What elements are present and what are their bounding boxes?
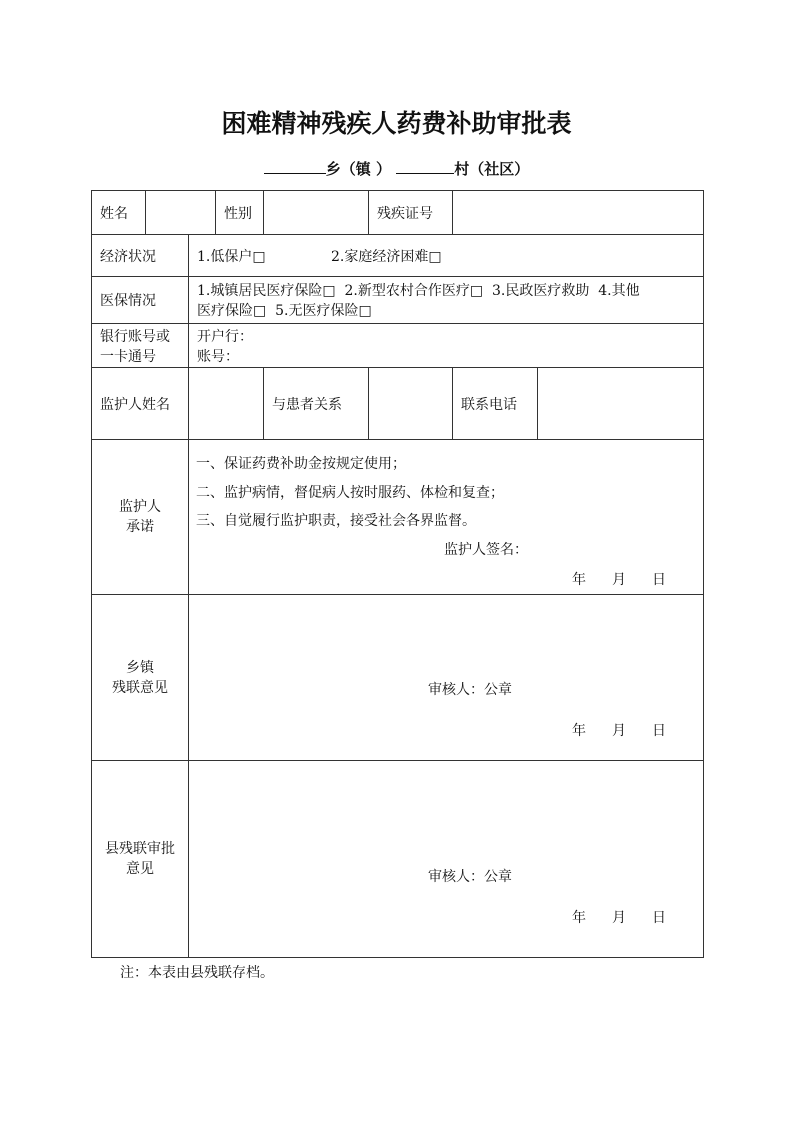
phone-field[interactable] <box>537 367 704 440</box>
footnote: 注：本表由县残联存档。 <box>120 965 274 981</box>
bank-label-line-1: 银行账号或 <box>100 329 170 345</box>
town-blank[interactable] <box>264 159 326 174</box>
bank-name-label[interactable]: 开户行： <box>197 329 253 345</box>
insurance-label: 医保情况 <box>91 276 189 324</box>
location-line <box>0 158 793 179</box>
phone-label: 联系电话 <box>452 367 538 440</box>
town-month: 月 <box>612 723 626 739</box>
town-label: 乡（镇 ） <box>325 160 391 178</box>
promise-item: 三、自觉履行监护职责，接受社会各界监督。 <box>196 513 476 529</box>
name-label: 姓名 <box>91 190 146 235</box>
promise-label-line-1: 监护人 <box>119 499 161 515</box>
gender-field[interactable] <box>263 190 369 235</box>
county-review-label <box>91 760 189 958</box>
economy-option-low-income[interactable]: 1.低保户□ <box>197 248 266 265</box>
guardian-name-label: 监护人姓名 <box>91 367 189 440</box>
economy-option-hardship[interactable]: 2.家庭经济困难□ <box>331 248 442 265</box>
relation-field[interactable] <box>368 367 453 440</box>
county-day: 日 <box>652 910 666 926</box>
promise-year: 年 <box>572 572 586 588</box>
county-review-label-line-1: 县残联审批 <box>105 841 175 857</box>
relation-label: 与患者关系 <box>263 367 369 440</box>
town-year: 年 <box>572 723 586 739</box>
guardian-name-field[interactable] <box>188 367 264 440</box>
gender-label: 性别 <box>215 190 264 235</box>
insurance-line-2[interactable]: 医疗保险□ 5.无医疗保险□ <box>197 303 372 319</box>
town-reviewer-label: 审核人：公章 <box>428 682 512 698</box>
bank-label-line-2: 一卡通号 <box>100 349 156 365</box>
insurance-line-1[interactable]: 1.城镇居民医疗保险□ 2.新型农村合作医疗□ 3.民政医疗救助 4.其他 <box>197 283 640 299</box>
bank-field <box>188 323 704 368</box>
town-day: 日 <box>652 723 666 739</box>
county-review-label-line-2: 意见 <box>126 861 154 877</box>
insurance-field <box>188 276 704 324</box>
name-field[interactable] <box>145 190 216 235</box>
account-label[interactable]: 账号： <box>197 349 239 365</box>
promise-label <box>91 439 189 595</box>
village-blank[interactable] <box>396 159 454 174</box>
town-review-label <box>91 594 189 761</box>
economy-label: 经济状况 <box>91 234 189 277</box>
promise-label-line-2: 承诺 <box>126 519 154 535</box>
town-review-label-line-2: 残联意见 <box>112 679 168 696</box>
county-year: 年 <box>572 910 586 926</box>
county-month: 月 <box>612 910 626 926</box>
village-label: 村（社区） <box>454 160 530 178</box>
bank-label <box>91 323 189 368</box>
cert-field[interactable] <box>452 190 704 235</box>
cert-label: 残疾证号 <box>368 190 453 235</box>
county-review-field[interactable] <box>188 760 704 958</box>
promise-month: 月 <box>612 572 626 588</box>
economy-field <box>188 234 704 277</box>
promise-item: 一、保证药费补助金按规定使用； <box>196 456 406 472</box>
promise-item: 二、监护病情，督促病人按时服药、体检和复查； <box>196 485 504 501</box>
promise-day: 日 <box>652 572 666 588</box>
town-review-label-line-1: 乡镇 <box>126 659 154 676</box>
town-review-field[interactable] <box>188 594 704 761</box>
county-reviewer-label: 审核人：公章 <box>428 869 512 885</box>
form-title: 困难精神残疾人药费补助审批表 <box>221 109 572 138</box>
guardian-signature-label[interactable]: 监护人签名： <box>444 542 528 558</box>
